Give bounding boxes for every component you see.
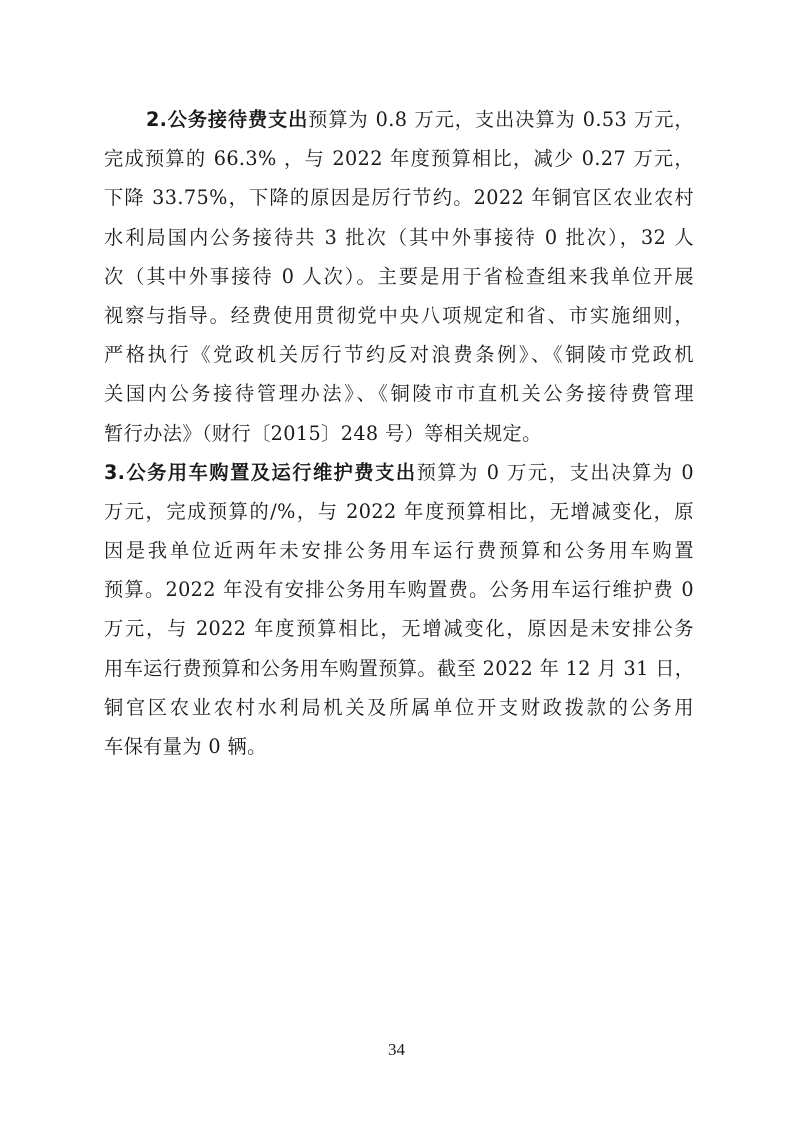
paragraph-line: 用车运行费预算和公务用车购置预算。截至 2022 年 12 月 31 日， (104, 656, 695, 680)
section-official-reception (104, 100, 694, 453)
paragraph-line: 暂行办法》（财行〔2015〕248 号）等相关规定。 (104, 421, 542, 445)
paragraph-line: 水利局国内公务接待共 3 批次（其中外事接待 0 批次），32 人 (104, 225, 694, 249)
paragraph-line (104, 100, 694, 139)
page-number: 34 (388, 1040, 405, 1059)
section-heading: 2.公务接待费支出 (146, 108, 309, 131)
paragraph-line: 铜官区农业农村水利局机关及所属单位开支财政拨款的公务用 (104, 695, 694, 719)
document-body (104, 100, 694, 766)
paragraph-line: 下降 33.75%，下降的原因是厉行节约。2022 年铜官区农业农村 (104, 186, 694, 210)
paragraph-text: 预算为 0.8 万元，支出决算为 0.53 万元， (308, 108, 695, 131)
paragraph-line: 预算。2022 年没有安排公务用车购置费。公务用车运行维护费 0 (104, 578, 694, 602)
paragraph-line: 完成预算的 66.3% ，与 2022 年度预算相比，减少 0.27 万元， (104, 147, 694, 171)
section-official-vehicles (104, 453, 694, 767)
paragraph-line: 车保有量为 0 辆。 (104, 735, 267, 758)
paragraph-line: 因是我单位近两年未安排公务用车运行费预算和公务用车购置 (104, 539, 694, 563)
paragraph-line: 关国内公务接待管理办法》、《铜陵市市直机关公务接待费管理 (104, 382, 694, 406)
section-heading: 3.公务用车购置及运行维护费支出 (104, 460, 417, 484)
paragraph-line: 严格执行《党政机关厉行节约反对浪费条例》、《铜陵市党政机 (104, 343, 694, 367)
paragraph-line: 次（其中外事接待 0 人次）。主要是用于省检查组来我单位开展 (104, 264, 694, 288)
paragraph-text: 预算为 0 万元，支出决算为 0 (416, 460, 694, 484)
paragraph-line (104, 453, 694, 492)
paragraph-line: 万元，与 2022 年度预算相比，无增减变化，原因是未安排公务 (104, 617, 694, 641)
paragraph-line: 视察与指导。经费使用贯彻党中央八项规定和省、市实施细则， (104, 303, 694, 327)
paragraph-line: 万元，完成预算的/%，与 2022 年度预算相比，无增减变化，原 (104, 499, 694, 523)
